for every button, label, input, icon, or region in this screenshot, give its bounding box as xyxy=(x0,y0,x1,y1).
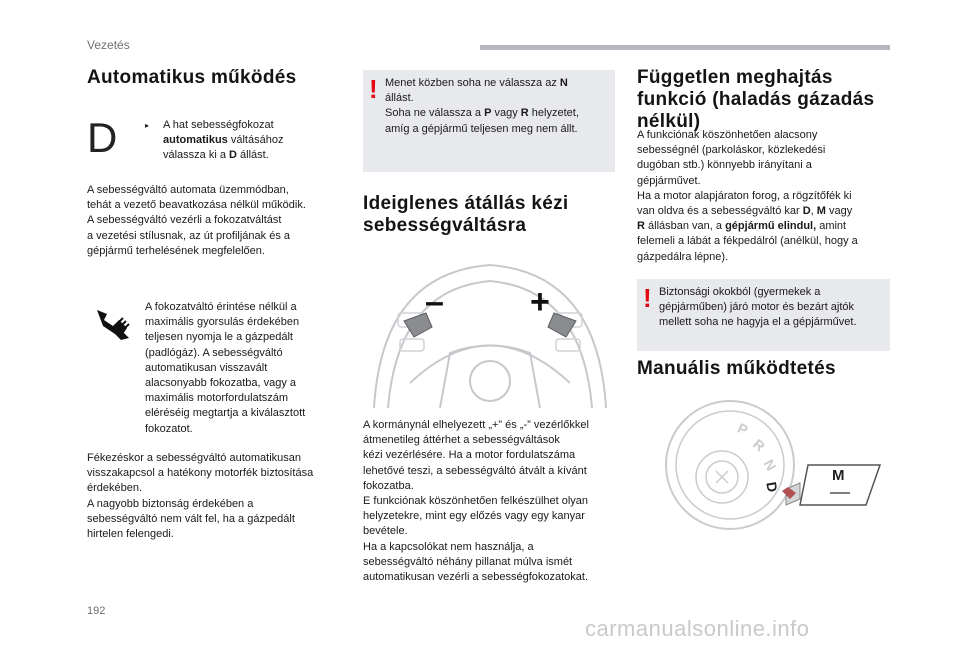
paragraph-braking: Fékezéskor a sebességváltó automatikusan visszakapcsol a hatékony motorfék biztosítása érdekében. A nagyobb biztonság érdekében a sebességváltó nem vált fel, ha a gázpedált hirtelen felengedi. xyxy=(87,452,314,541)
title-manual-override: Ideiglenes átállás kézi sebességváltásra xyxy=(363,193,569,236)
title-manual-operation: Manuális működtetés xyxy=(637,358,836,379)
steering-wheel-illustration xyxy=(370,253,610,408)
gear-selector-illustration xyxy=(650,395,890,530)
warning-box-n: ! Menet közben soha ne válassza az N állást. Soha ne válassza a P vagy R helyzetet, amíg a gépjármű teljesen meg nem állt. xyxy=(363,70,615,172)
page-number: 192 xyxy=(87,605,106,617)
section-label: Vezetés xyxy=(87,38,130,52)
bullet-d-mode: ▸ A hat sebességfokozat automatikus váltásához válassza ki a D állást. xyxy=(145,119,284,162)
paragraph-automatic: A sebességváltó automata üzemmódban, tehát a vezető beavatkozása nélkül működik. A sebességváltó vezérli a fokozatváltást a vezetési stílusnak, az út profiljának és a gépjármű terhelésének megfelelően. xyxy=(87,184,306,257)
m-button-label: M xyxy=(832,467,845,484)
gear-r-label: R xyxy=(750,435,769,455)
header-rule xyxy=(480,45,890,50)
watermark: carmanualsonline.info xyxy=(585,616,810,641)
gear-n-label: N xyxy=(760,456,780,474)
gear-d-label: D xyxy=(763,480,781,494)
gear-p-label: P xyxy=(735,419,751,439)
warning-icon: ! xyxy=(643,283,652,313)
paragraph-creep: A funkciónak köszönhetően alacsony sebességnél (parkoláskor, közlekedési dugóban stb.) könnyebb irányítani a gépjárművet. Ha a motor alapjáraton forog, a rögzítőfék ki van oldva és a sebességváltó kar D, M vagy R állásban van, a gépjármű elindul, amint felemeli a lábát a fékpedálról (anélkül, hogy a gázpedálra lépne). xyxy=(637,129,858,263)
kickdown-text: A fokozatváltó érintése nélkül a maximális gyorsulás érdekében teljesen nyomja le a gázpedált (padlógáz). A sebességváltó automatikusan visszavált alacsonyabb fokozatba, vagy a maximális motorfordulatszám eléréséig megtartja a kiválasztott fokozatot. xyxy=(145,301,306,435)
bullet-icon: ▸ xyxy=(145,121,150,130)
title-automatic: Automatikus működés xyxy=(87,67,297,88)
paragraph-paddles: A kormánynál elhelyezett „+” és „-” vezérlőkkel átmenetileg áttérhet a sebességváltások kézi vezérlésére. Ha a motor fordulatszáma lehetővé teszi, a sebességváltó átvált a kívánt fokozatba. E funkciónak köszönhetően felkészülhet olyan helyzetekre, mint egy előzés vagy egy kanyar bevétele. Ha a kapcsolókat nem használja, a sebességváltó néhány pillanat múlva ismét automatikusan vezérli a sebességfokozatokat. xyxy=(363,419,589,584)
minus-label: – xyxy=(425,283,444,321)
title-creep: Független meghajtás funkció (haladás gázadás nélkül) xyxy=(637,67,875,132)
mode-d-icon: D xyxy=(87,114,118,161)
kickdown-pedal-icon xyxy=(93,304,133,344)
warning-box-children: ! Biztonsági okokból (gyermekek a gépjárműben) járó motor és bezárt ajtók mellett soha ne hagyja el a gépjárművet. xyxy=(637,279,890,351)
plus-label: + xyxy=(530,283,550,321)
warning-icon: ! xyxy=(369,74,378,104)
